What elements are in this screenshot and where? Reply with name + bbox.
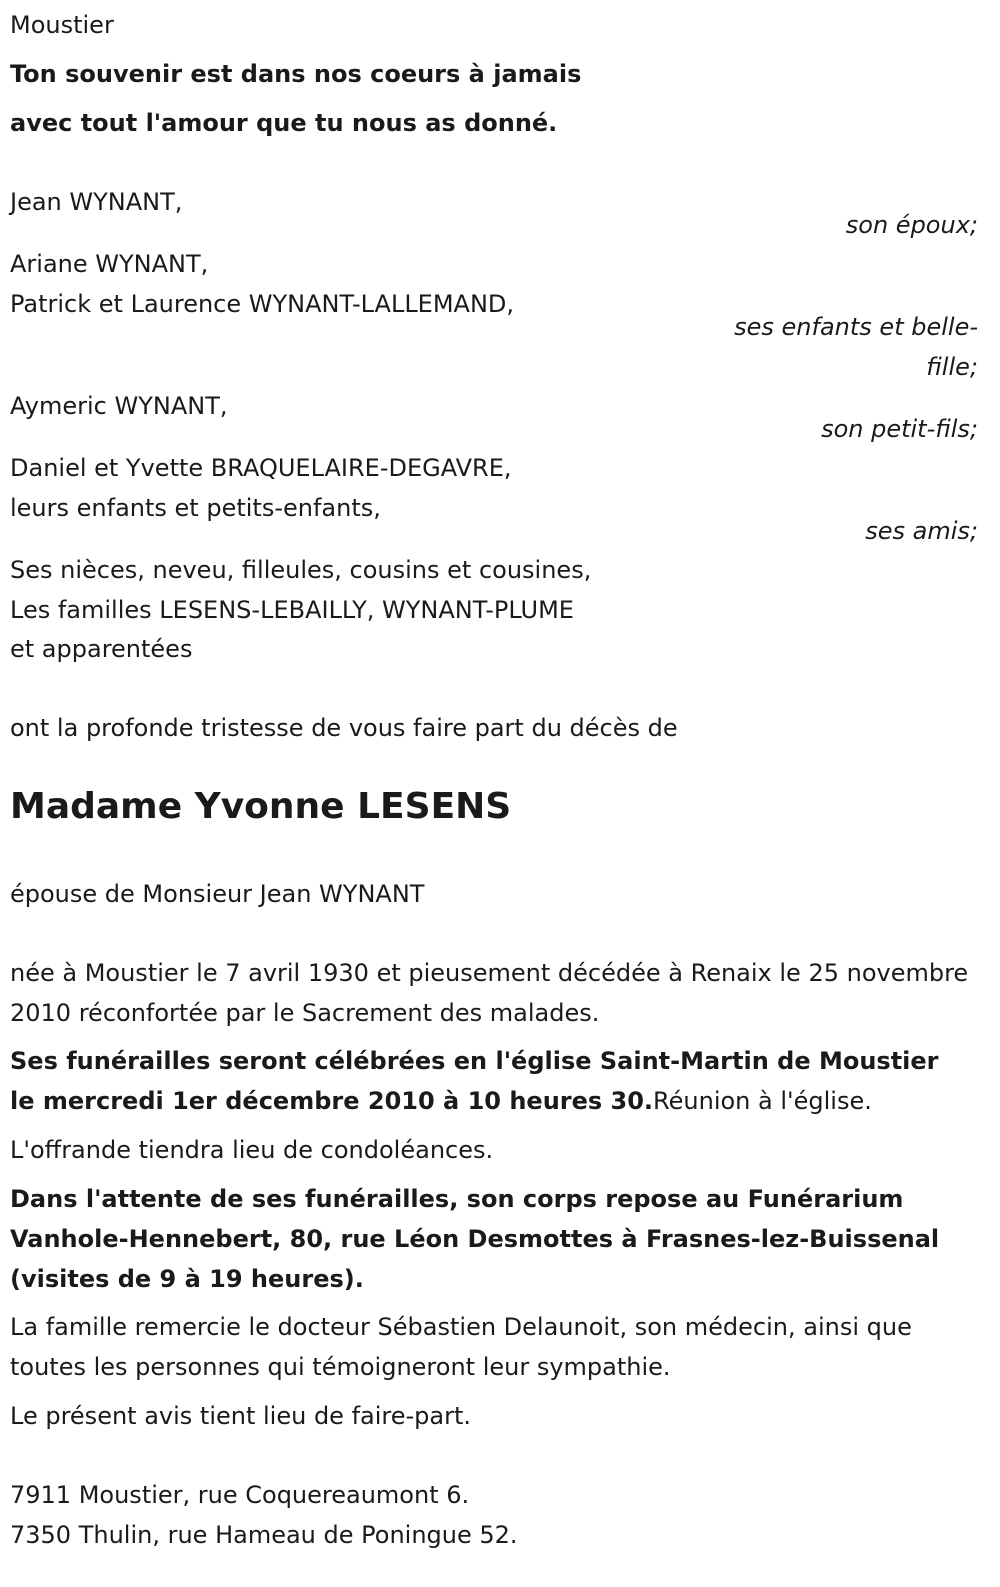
- relatives-line-2: Les familles LESENS-LEBAILLY, WYNANT-PLUME: [10, 596, 574, 624]
- friends-name-1: Daniel et Yvette BRAQUELAIRE-DEGAVRE,: [10, 454, 512, 482]
- birth-death-paragraph: née à Moustier le 7 avril 1930 et pieusement décédée à Renaix le 25 novembre 2010 réconfortée par le Sacrement des malades.: [10, 959, 969, 1027]
- announcement-intro: ont la profonde tristesse de vous faire part du décès de: [10, 714, 678, 742]
- address-2: 7350 Thulin, rue Hameau de Poningue 52.: [10, 1521, 518, 1549]
- friends-name-2: leurs enfants et petits-enfants,: [10, 494, 381, 522]
- children-role-line-1: ses enfants et belle-: [734, 313, 978, 341]
- deceased-name: Madame Yvonne LESENS: [10, 786, 512, 827]
- thanks-paragraph: La famille remercie le docteur Sébastien Delaunoit, son médecin, ainsi que toutes les personnes qui témoigneront leur sympathie.: [10, 1313, 912, 1381]
- relatives-line-1: Ses nièces, neveu, filleules, cousins et cousines,: [10, 556, 592, 584]
- child-name-2: Patrick et Laurence WYNANT-LALLEMAND,: [10, 290, 515, 318]
- quote-line-2: avec tout l'amour que tu nous as donné.: [10, 109, 558, 137]
- child-name-1: Ariane WYNANT,: [10, 250, 209, 278]
- town-label: Moustier: [10, 11, 114, 39]
- spouse-role: son époux;: [845, 211, 978, 239]
- address-1: 7911 Moustier, rue Coquereaumont 6.: [10, 1481, 470, 1509]
- quote-line-1: Ton souvenir est dans nos coeurs à jamais: [10, 60, 582, 88]
- spouse-name: Jean WYNANT,: [10, 188, 183, 216]
- children-role-line-2: fille;: [926, 353, 978, 381]
- spouse-of: épouse de Monsieur Jean WYNANT: [10, 880, 425, 908]
- offering-note: L'offrande tiendra lieu de condoléances.: [10, 1136, 494, 1164]
- funeral-meeting: Réunion à l'église.: [653, 1087, 872, 1115]
- friends-role: ses amis;: [865, 517, 978, 545]
- funerarium-paragraph: Dans l'attente de ses funérailles, son corps repose au Funérarium Vanhole-Hennebert, 80, rue Léon Desmottes à Frasnes-lez-Buissenal (visites de 9 à 19 heures).: [10, 1185, 940, 1293]
- grandchild-role: son petit-fils;: [821, 415, 978, 443]
- funeral-paragraph: [10, 1041, 970, 1121]
- notice-text: Le présent avis tient lieu de faire-part.: [10, 1402, 472, 1430]
- relatives-line-3: et apparentées: [10, 635, 193, 663]
- grandchild-name: Aymeric WYNANT,: [10, 392, 228, 420]
- funeral-details: Ses funérailles seront célébrées en l'église Saint-Martin de Moustier le mercredi 1er décembre 2010 à 10 heures 30.: [10, 1047, 939, 1115]
